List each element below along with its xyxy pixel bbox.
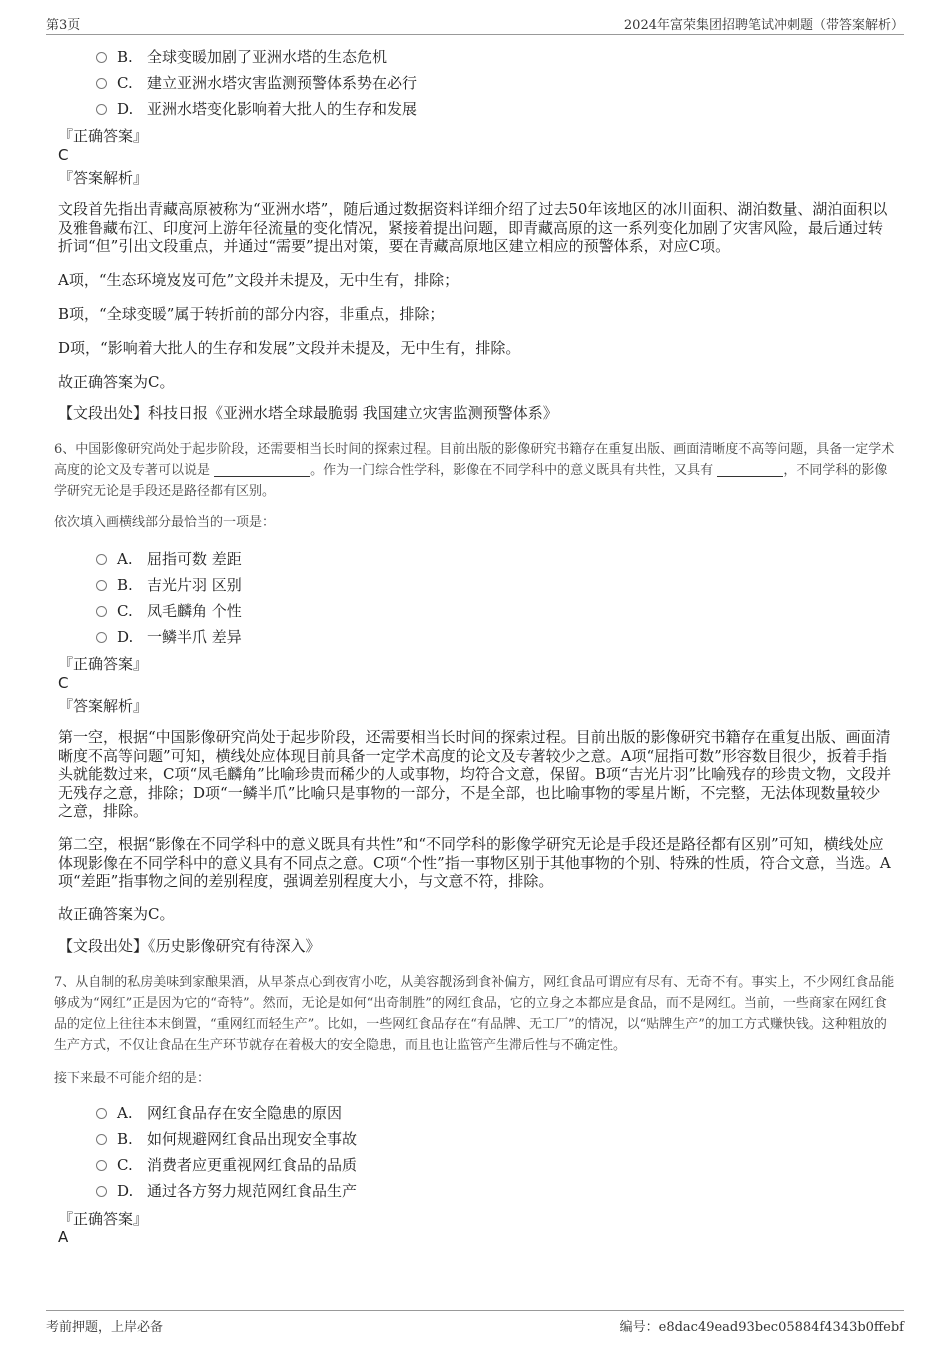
footer-slogan: 考前押题，上岸必备 [46,1320,164,1335]
q5-answer-label: 『正确答案』 [58,127,149,145]
q6-option-c[interactable]: C. 凤毛麟角 个性 [96,600,242,622]
q7-prompt: 接下来最不可能介绍的是： [54,1071,211,1086]
q5-answer: C [58,146,69,164]
radio-icon[interactable] [96,1186,107,1197]
q7-option-b[interactable]: B. 如何规避网红食品出现安全事故 [96,1128,357,1150]
page-number: 第3页 [46,18,81,33]
q7-option-c[interactable]: C. 消费者应更重视网红食品的品质 [96,1154,357,1176]
page-footer [46,1310,904,1337]
q6-answer: C [58,674,69,692]
document-id: 编号：e8dac49ead93bec05884f4343b0ffebf [619,1320,904,1335]
q5-conclusion: 故正确答案为C。 [58,373,175,391]
q6-stem: 6、中国影像研究尚处于起步阶段，还需要相当长时间的探索过程。目前出版的影像研究书籍存在重复出版、画面清晰度不高等问题，具备一定学术高度的论文及专著可以说是 。作为一门综合性学科，影像在不同学科中的意义既具有共性，又具有 ，不同学科的影像学研究无论是手段还是路径都有区别。 [54,442,895,499]
radio-icon[interactable] [96,632,107,643]
q6-option-b[interactable]: B. 吉光片羽 区别 [96,574,242,596]
radio-icon[interactable] [96,1134,107,1145]
q7-answer-label: 『正确答案』 [58,1210,149,1228]
q5-option-c[interactable]: C. 建立亚洲水塔灾害监测预警体系势在必行 [96,72,417,94]
radio-icon[interactable] [96,554,107,565]
blank-1 [214,462,310,477]
q5-analysis-para-3: B项，“全球变暖”属于转折前的部分内容，非重点，排除； [58,305,445,323]
q6-conclusion: 故正确答案为C。 [58,905,175,923]
q6-prompt: 依次填入画横线部分最恰当的一项是： [54,515,276,530]
q7-stem: 7、从自制的私房美味到家酿果酒，从早茶点心到夜宵小吃，从美容靓汤到食补偏方，网红食品可谓应有尽有、无奇不有。事实上，不少网红食品能够成为“网红”正是因为它的“奇特”。然而，无论是如何“出奇制胜”的网红食品，它的立身之本都应是食品，而不是网红。当前，一些商家在网红食品的定位上往往本末倒置，“重网红而轻生产”。比如，一些网红食品存在“有品牌、无工厂”的情况，以“贴牌生产”的加工方式赚快钱。这种粗放的生产方式，不仅让食品在生产环节就存在着极大的安全隐患，而且也让监管产生滞后性与不确定性。 [54,975,895,1053]
q5-source: 【文段出处】科技日报《亚洲水塔全球最脆弱 我国建立灾害监测预警体系》 [58,404,558,422]
radio-icon[interactable] [96,52,107,63]
radio-icon[interactable] [96,1160,107,1171]
q6-answer-label: 『正确答案』 [58,655,149,673]
page-header [46,14,904,35]
q7-answer: A [58,1228,69,1246]
radio-icon[interactable] [96,580,107,591]
q6-analysis-para-1: 第一空，根据“中国影像研究尚处于起步阶段，还需要相当长时间的探索过程。目前出版的影像研究书籍存在重复出版、画面清晰度不高等问题”可知，横线处应体现目前具备一定学术高度的论文及专著较少之意。A项“屈指可数”形容数目很少，扳着手指头就能数过来，C项“凤毛麟角”比喻珍贵而稀少的人或事物，均符合文意，保留。B项“吉光片羽”比喻残存的珍贵文物，文段并无残存之意，排除；D项“一鳞半爪”比喻只是事物的一部分，不是全部，也比喻事物的零星片断，不完整，无法体现数量较少之意，排除。 [58,728,892,820]
q5-analysis-label: 『答案解析』 [58,169,149,187]
radio-icon[interactable] [96,78,107,89]
q5-analysis-para-4: D项，“影响着大批人的生存和发展”文段并未提及，无中生有，排除。 [58,339,521,357]
q5-analysis-para-2: A项，“生态环境岌岌可危”文段并未提及，无中生有，排除； [58,271,460,289]
document-title: 2024年富荣集团招聘笔试冲刺题（带答案解析） [623,18,904,33]
blank-2 [717,462,783,477]
q5-option-d[interactable]: D. 亚洲水塔变化影响着大批人的生存和发展 [96,98,417,120]
q7-option-a[interactable]: A. 网红食品存在安全隐患的原因 [96,1102,342,1124]
radio-icon[interactable] [96,606,107,617]
q6-option-d[interactable]: D. 一鳞半爪 差异 [96,626,242,648]
q5-analysis-para-1: 文段首先指出青藏高原被称为“亚洲水塔”，随后通过数据资料详细介绍了过去50年该地区的冰川面积、湖泊数量、湖泊面积以及雅鲁藏布江、印度河上游年径流量的变化情况，紧接着提出问题，即青藏高原的这一系列变化加剧了灾害风险，最后通过转折词“但”引出文段重点，并通过“需要”提出对策，要在青藏高原地区建立相应的预警体系，对应C项。 [58,200,888,255]
q5-option-b[interactable]: B. 全球变暖加剧了亚洲水塔的生态危机 [96,46,387,68]
q6-analysis-para-2: 第二空，根据“影像在不同学科中的意义既具有共性”和“不同学科的影像学研究无论是手段还是路径都有区别”可知，横线处应体现影像在不同学科中的意义具有不同点之意。C项“个性”指一事物区别于其他事物的个别、特殊的性质，符合文意，当选。A项“差距”指事物之间的差别程度，强调差别程度大小，与文意不符，排除。 [58,835,891,890]
q6-source: 【文段出处】《历史影像研究有待深入》 [58,937,321,955]
q6-option-a[interactable]: A. 屈指可数 差距 [96,548,242,570]
q6-analysis-label: 『答案解析』 [58,697,149,715]
q7-option-d[interactable]: D. 通过各方努力规范网红食品生产 [96,1180,357,1202]
radio-icon[interactable] [96,1108,107,1119]
radio-icon[interactable] [96,104,107,115]
